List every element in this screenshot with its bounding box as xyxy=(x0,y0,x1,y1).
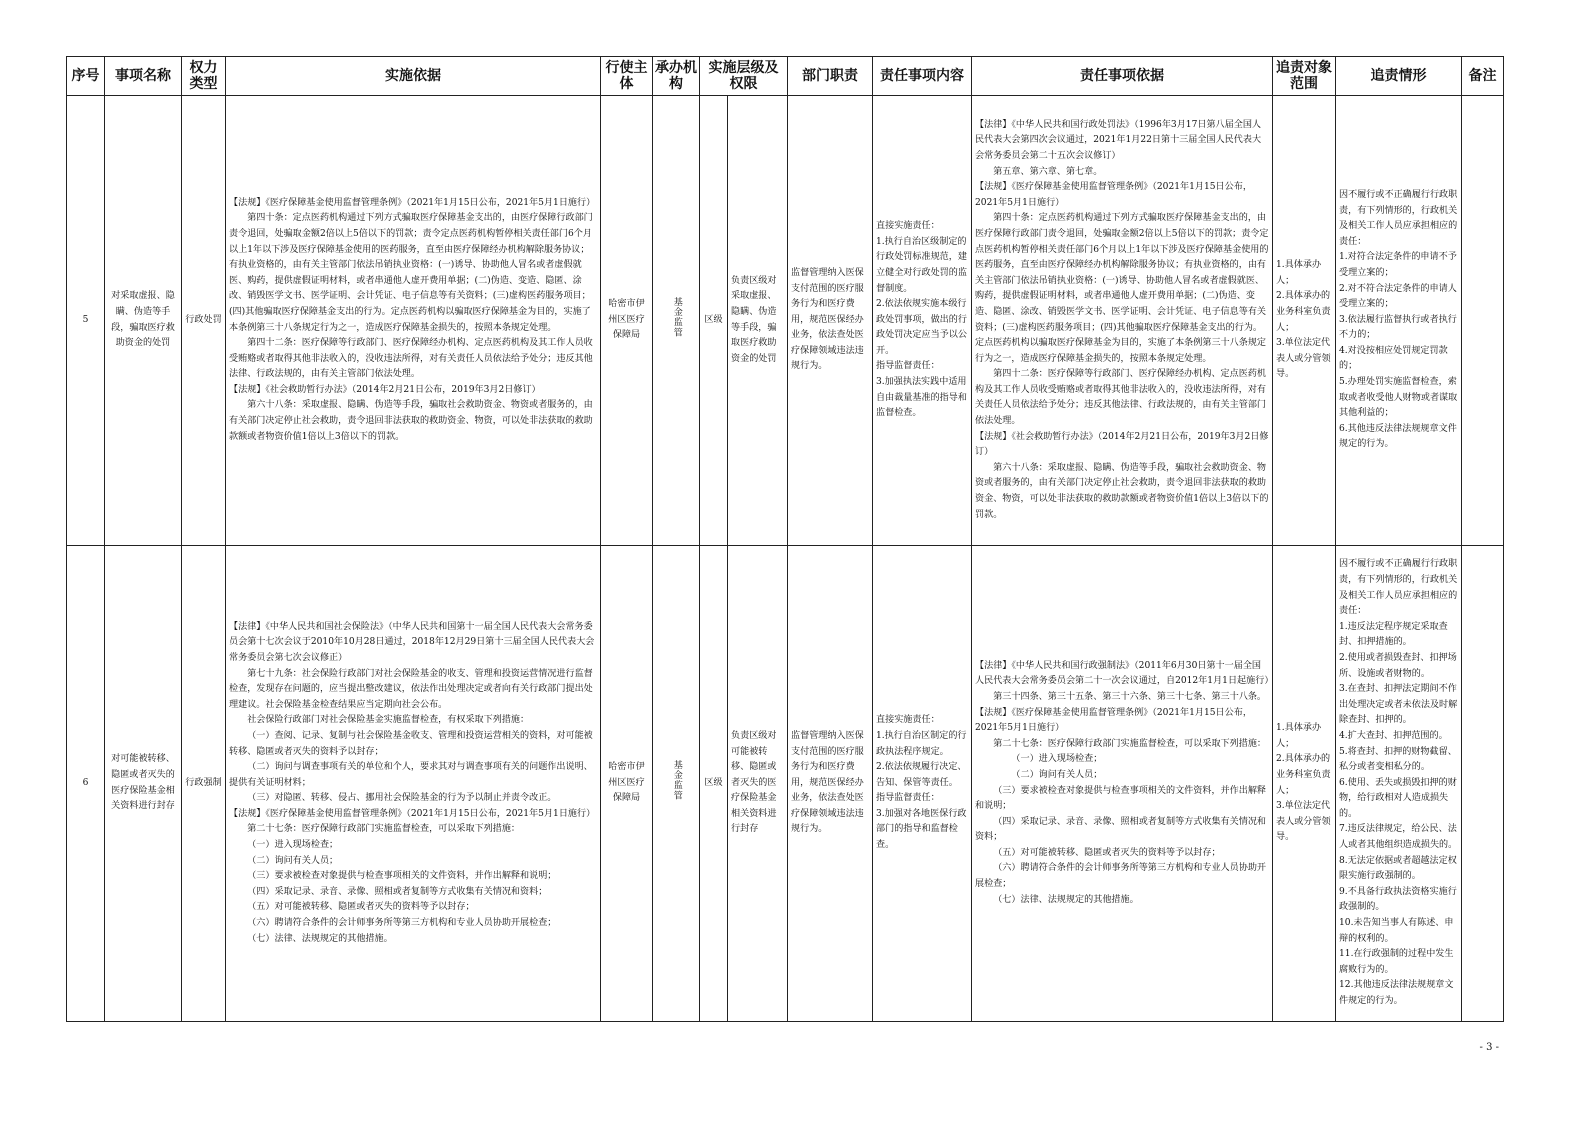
row-level: 区级 xyxy=(700,96,728,546)
basis-para: （四）采取记录、录音、录像、照相或者复制等方式收集有关情况和资料； xyxy=(247,886,548,897)
basis-para: 社会保险行政部门对社会保险基金实施监督检查，有权采取下列措施： xyxy=(247,715,530,726)
content-line: 指导监督责任： xyxy=(876,361,940,372)
accountability-line: 9.不具备行政执法资格实施行政强制的。 xyxy=(1339,886,1457,913)
content-line: 指导监督责任： xyxy=(876,793,940,804)
resp-basis-para: （七）法律、法规规定的其他措施。 xyxy=(993,894,1139,905)
accountability-line: 1.对符合法定条件的申请不予受理立案的； xyxy=(1339,252,1457,278)
header-resp-basis: 责任事项依据 xyxy=(972,57,1273,96)
row-resp-basis xyxy=(972,546,1273,1022)
header-remark: 备注 xyxy=(1462,57,1504,96)
accountability-line: 5.将查封、扣押的财物截留、私分或者变相私分的。 xyxy=(1339,746,1457,773)
row-targets xyxy=(1273,546,1336,1022)
resp-basis-para: 第二十七条：医疗保障行政部门实施监督检查，可以采取下列措施： xyxy=(993,738,1267,749)
target-line: 3.单位法定代表人或分管领导。 xyxy=(1276,801,1331,843)
accountability-line: 3.依法履行监督执行或者执行不力的； xyxy=(1339,314,1457,341)
basis-para: 【法规】《社会救助暂行办法》（2014年2月21日公布，2019年3月2日修订） xyxy=(229,384,541,395)
row-accountability xyxy=(1336,546,1462,1022)
row-name: 对可能被转移、隐匿或者灭失的医疗保险基金相关资料进行封存 xyxy=(105,546,182,1022)
accountability-line: 12.其他违反法律法规规章文件规定的行为。 xyxy=(1339,980,1454,1007)
content-line: 2.依法依规履行决定、告知、保管等责任。 xyxy=(876,762,967,788)
accountability-line: 7.违反法律规定，给公民、法人或者其他组织造成损失的。 xyxy=(1339,824,1458,851)
basis-para: （三）对隐匿、转移、侵占、挪用社会保险基金的行为予以制止并责令改正。 xyxy=(247,793,557,804)
row-content xyxy=(873,96,972,546)
row-targets xyxy=(1273,96,1336,546)
resp-basis-para: （六）聘请符合条件的会计师事务所等第三方机构和专业人员协助开展检查； xyxy=(975,863,1267,890)
row-basis xyxy=(226,96,601,546)
basis-para: 第七十九条：社会保险行政部门对社会保险基金的收支、管理和投资运营情况进行监督检查，发现存在问题的，应当提出整改建议，依法作出处理决定或者向有关行政部门提出处理建议。社会保险基金检查结果应当定期向社会公布。 xyxy=(229,668,593,710)
accountability-line: 5.办理处罚实施监督检查，索取或者收受他人财物或者谋取其他利益的； xyxy=(1339,377,1458,419)
basis-para: 第六十八条：采取虚报、隐瞒、伪造等手段，骗取社会救助资金、物资或者服务的，由有关部门决定停止社会救助，责令退回非法获取的救助资金、物资，可以处非法获取的救助款额或者物资价值1倍以上3倍以下的罚款。 xyxy=(229,400,593,442)
resp-basis-para: （五）对可能被转移、隐匿或者灭失的资料等予以封存； xyxy=(993,847,1221,858)
row-authority: 负责区级对可能被转移、隐匿或者灭失的医疗保险基金相关资料进行封存 xyxy=(728,546,788,1022)
basis-para: 【法规】《医疗保障基金使用监督管理条例》（2021年1月15日公布，2021年5月1日施行） xyxy=(229,197,596,208)
resp-basis-para: 第六十八条：采取虚报、隐瞒、伪造等手段，骗取社会救助资金、物资或者服务的，由有关部门决定停止社会救助，责令退回非法获取的救助资金、物资，可以处非法获取的救助款额或者物资价值1倍以上3倍以下的罚款。 xyxy=(975,462,1269,520)
accountability-line: 因不履行或不正确履行行政职责，有下列情形的，行政机关及相关工作人员应承担相应的责任： xyxy=(1339,189,1458,247)
basis-para: 第四十条：定点医药机构通过下列方式骗取医疗保障基金支出的，由医疗保障行政部门责令退回，处骗取金额2倍以上5倍以下的罚款；责令定点医药机构暂停相关责任部门6个月以上1年以下涉及医疗保障基金使用的医药服务，直至由医疗保障经办机构解除服务协议；有执业资格的，由有关主管部门依法吊销执业资格：(一)诱导、协助他人冒名或者虚假就医、购药，提供虚假证明材料，或者串通他人虚开费用单据；(二)伪造、变造、隐匿、涂改、销毁医学文书、医学证明、会计凭证、电子信息等有关资料；(三)虚构医药服务项目；(四)其他骗取医疗保障基金支出的行为。定点医药机构以骗取医疗保障基金为目的，实施了本条例第三十八条规定行为之一，造成医疗保障基金损失的，按照本条规定处理。 xyxy=(229,213,593,333)
row-resp-basis xyxy=(972,96,1273,546)
row-remark xyxy=(1462,96,1504,546)
header-type: 权力类型 xyxy=(182,57,226,96)
page-number: - 3 - xyxy=(1479,1042,1499,1053)
header-targets: 追责对象范围 xyxy=(1273,57,1336,96)
resp-basis-para: （二）询问有关人员； xyxy=(1011,769,1103,780)
resp-basis-para: （四）采取记录、录音、录像、照相或者复制等方式收集有关情况和资料； xyxy=(975,816,1267,843)
row-remark xyxy=(1462,546,1504,1022)
target-line: 2.具体承办的业务科室负责人； xyxy=(1276,754,1331,796)
agency-text: 基金监管 xyxy=(671,760,682,801)
header-duty: 部门职责 xyxy=(788,57,873,96)
content-line: 1.执行自治区制定的行政执法程序规定。 xyxy=(876,730,967,757)
basis-para: （一）进入现场检查； xyxy=(247,840,339,851)
row-agency xyxy=(653,546,700,1022)
accountability-line: 8.无法定依据或者超越法定权限实施行政强制的。 xyxy=(1339,855,1457,882)
header-accountability: 追责情形 xyxy=(1336,57,1462,96)
row-name: 对采取虚报、隐瞒、伪造等手段，骗取医疗救助资金的处罚 xyxy=(105,96,182,546)
row-no: 6 xyxy=(67,546,105,1022)
row-accountability xyxy=(1336,96,1462,546)
header-name: 事项名称 xyxy=(105,57,182,96)
basis-para: （二）询问有关人员； xyxy=(247,855,339,866)
content-line: 3.加强执法实践中适用自由裁量基准的指导和监督检查。 xyxy=(876,377,967,419)
header-no: 序号 xyxy=(67,57,105,96)
basis-para: （七）法律、法规规定的其他措施。 xyxy=(247,933,393,944)
accountability-line: 6.使用、丢失或损毁扣押的财物，给行政相对人造成损失的。 xyxy=(1339,777,1457,819)
row-type: 行政处罚 xyxy=(182,96,226,546)
resp-basis-para: （三）要求被检查对象提供与检查事项相关的文件资料，并作出解释和说明； xyxy=(975,785,1267,812)
target-line: 1.具体承办人； xyxy=(1276,260,1322,286)
row-duty: 监督管理纳入医保支付范围的医疗服务行为和医疗费用，规范医保经办业务，依法查处医疗保障领域违法违规行为。 xyxy=(788,96,873,546)
resp-basis-para: 【法律】《中华人民共和国行政强制法》（2011年6月30日第十一届全国人民代表大会常务委员会第二十一次会议通过，自2012年1月1日起施行） xyxy=(975,660,1274,687)
basis-para: （五）对可能被转移、隐匿或者灭失的资料等予以封存； xyxy=(247,902,475,913)
accountability-line: 4.对没按相应处罚规定罚款的； xyxy=(1339,345,1448,372)
content-line: 2.依法依规实施本级行政处罚事项，做出的行政处罚决定应当予以公开。 xyxy=(876,299,967,356)
basis-para: 【法规】《医疗保障基金使用监督管理条例》（2021年1月15日公布，2021年5月1日施行） xyxy=(229,808,596,819)
target-line: 2.具体承办的业务科室负责人； xyxy=(1276,291,1331,333)
content-line: 直接实施责任： xyxy=(876,221,940,232)
accountability-line: 2.对不符合法定条件的申请人受理立案的； xyxy=(1339,283,1457,310)
accountability-line: 4.扩大查封、扣押范围的。 xyxy=(1339,730,1448,741)
row-type: 行政强制 xyxy=(182,546,226,1022)
row-subject: 哈密市伊州区医疗保障局 xyxy=(601,546,653,1022)
basis-para: 【法律】《中华人民共和国社会保险法》（中华人民共和国第十一届全国人民代表大会常务委员会第十七次会议于2010年10月28日通过，2018年12月29日第十三届全国人民代表大会常务委员会第七次会议修正） xyxy=(229,621,595,663)
accountability-line: 11.在行政强制的过程中发生腐败行为的。 xyxy=(1339,949,1454,975)
accountability-line: 因不履行或不正确履行行政职责，有下列情形的，行政机关及相关工作人员应承担相应的责任： xyxy=(1339,559,1458,617)
accountability-line: 6.其他违反法律法规规章文件规定的行为。 xyxy=(1339,423,1457,450)
content-line: 直接实施责任： xyxy=(876,715,940,726)
resp-basis-para: 【法规】《医疗保障基金使用监督管理条例》（2021年1月15日公布，2021年5月1日施行） xyxy=(975,707,1252,734)
resp-basis-para: 【法规】《社会救助暂行办法》（2014年2月21日公布，2019年3月2日修订） xyxy=(975,431,1269,458)
row-basis xyxy=(226,546,601,1022)
accountability-line: 1.违反法定程序规定采取查封、扣押措施的。 xyxy=(1339,621,1448,648)
target-line: 3.单位法定代表人或分管领导。 xyxy=(1276,338,1331,380)
table-row xyxy=(67,96,1504,546)
row-subject: 哈密市伊州区医疗保障局 xyxy=(601,96,653,546)
target-line: 1.具体承办人； xyxy=(1276,723,1322,749)
content-line: 3.加强对各地医保行政部门的指导和监督检查。 xyxy=(876,808,967,851)
row-content xyxy=(873,546,972,1022)
agency-text: 基金监管 xyxy=(671,297,682,338)
resp-basis-para: 第四十条：定点医药机构通过下列方式骗取医疗保障基金支出的，由医疗保障行政部门责令退回，处骗取金额2倍以上5倍以下的罚款；责令定点医药机构暂停相关责任部门6个月以上1年以下涉及医疗保障基金使用的医药服务，直至由医疗保障经办机构解除服务协议；有执业资格的，由有关主管部门依法吊销执业资格：(一)诱导、协助他人冒名或者虚假就医、购药，提供虚假证明材料，或者串通他人虚开费用单据；(二)伪造、变造、隐匿、涂改、销毁医学文书、医学证明、会计凭证、电子信息等有关资料；(三)虚构医药服务项目；(四)其他骗取医疗保障基金支出的行为。定点医药机构以骗取医疗保障基金为目的，实施了本条例第三十八条规定行为之一，造成医疗保障基金损失的，按照本条规定处理。 xyxy=(975,213,1269,364)
basis-para: （一）查阅、记录、复制与社会保险基金收支、管理和投资运营相关的资料，对可能被转移、隐匿或者灭失的资料予以封存； xyxy=(229,730,593,757)
resp-basis-para: 【法律】《中华人民共和国行政处罚法》（1996年3月17日第八届全国人民代表大会第四次会议通过，2021年1月22日第十三届全国人民代表大会常务委员会第二十五次会议修订） xyxy=(975,119,1262,161)
power-list-table xyxy=(66,56,1504,1022)
header-subject: 行使主体 xyxy=(601,57,653,96)
accountability-line: 10.未告知当事人有陈述、申辩的权利的。 xyxy=(1339,918,1454,944)
header-agency: 承办机构 xyxy=(653,57,700,96)
resp-basis-para: 第三十四条、第三十五条、第三十六条、第三十七条、第三十八条。 xyxy=(993,691,1267,702)
accountability-line: 3.在查封、扣押法定期间不作出处理决定或者未依法及时解除查封、扣押的。 xyxy=(1339,684,1458,726)
header-content: 责任事项内容 xyxy=(873,57,972,96)
row-level: 区级 xyxy=(700,546,728,1022)
resp-basis-para: 第五章、第六章、第七章。 xyxy=(993,166,1103,177)
table-row xyxy=(67,546,1504,1022)
basis-para: （六）聘请符合条件的会计师事务所等第三方机构和专业人员协助开展检查； xyxy=(247,918,557,929)
basis-para: 第二十七条：医疗保障行政部门实施监督检查，可以采取下列措施： xyxy=(247,824,521,835)
basis-para: （三）要求被检查对象提供与检查事项相关的文件资料，并作出解释和说明； xyxy=(247,871,557,882)
resp-basis-para: 第四十二条：医疗保障等行政部门、医疗保障经办机构、定点医药机构及其工作人员收受贿赂或者取得其他非法收入的，没收违法所得，对有关责任人员依法给予处分；违反其他法律、行政法规的，由有关主管部门依法处理。 xyxy=(975,369,1267,427)
basis-para: 第四十二条：医疗保障等行政部门、医疗保障经办机构、定点医药机构及其工作人员收受贿赂或者取得其他非法收入的，没收违法所得，对有关责任人员依法给予处分；违反其他法律、行政法规的，由有关主管部门依法处理。 xyxy=(229,338,593,380)
row-agency xyxy=(653,96,700,546)
resp-basis-para: 【法规】《医疗保障基金使用监督管理条例》（2021年1月15日公布，2021年5月1日施行） xyxy=(975,182,1252,208)
row-no: 5 xyxy=(67,96,105,546)
content-line: 1.执行自治区级制定的行政处罚标准规范，建立健全对行政处罚的监督制度。 xyxy=(876,236,967,294)
row-authority: 负责区级对采取虚报、隐瞒、伪造等手段，骗取医疗救助资金的处罚 xyxy=(728,96,788,546)
accountability-line: 2.使用或者损毁查封、扣押场所、设施或者财物的。 xyxy=(1339,652,1457,679)
row-duty: 监督管理纳入医保支付范围的医疗服务行为和医疗费用，规范医保经办业务，依法查处医疗保障领域违法违规行为。 xyxy=(788,546,873,1022)
header-level: 实施层级及权限 xyxy=(700,57,788,96)
header-basis: 实施依据 xyxy=(226,57,601,96)
header-row xyxy=(67,57,1504,96)
resp-basis-para: （一）进入现场检查； xyxy=(1011,754,1103,765)
basis-para: （二）询问与调查事项有关的单位和个人，要求其对与调查事项有关的问题作出说明、提供有关证明材料； xyxy=(229,762,593,788)
